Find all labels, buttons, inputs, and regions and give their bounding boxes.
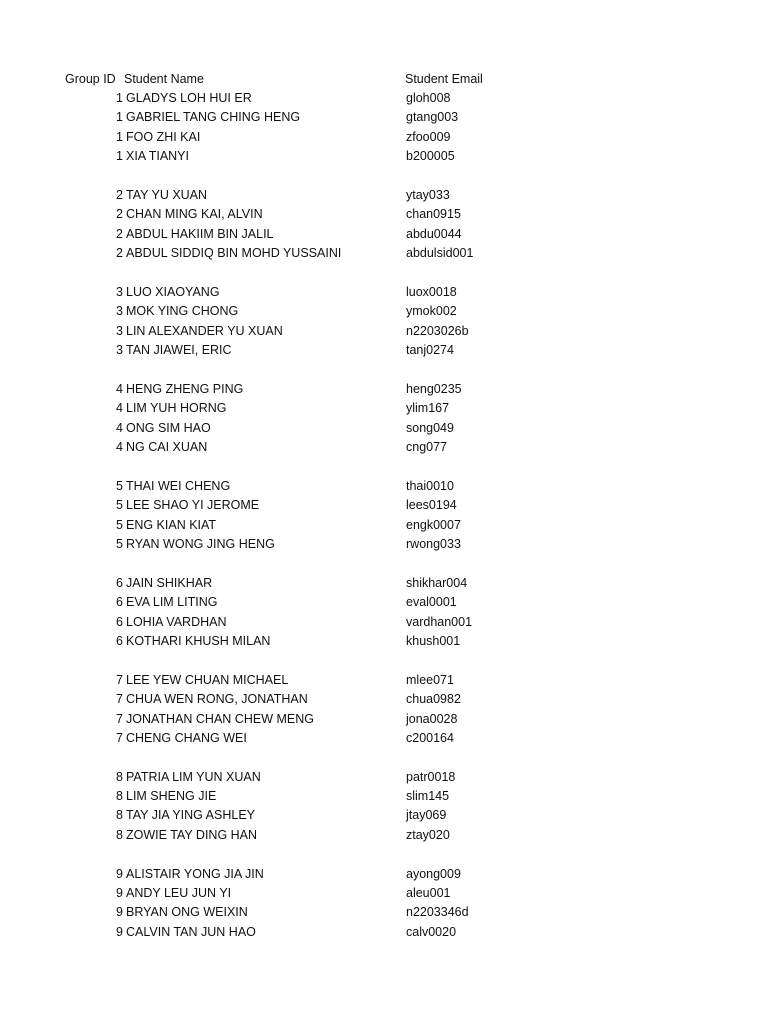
- group-id-cell: 6: [116, 595, 123, 610]
- table-row: [0, 516, 768, 535]
- group-id-cell: 6: [116, 633, 123, 648]
- student-name-cell: LUO XIAOYANG: [126, 284, 220, 299]
- student-name-cell: ABDUL SIDDIQ BIN MOHD YUSSAINI: [126, 246, 342, 261]
- student-group: [0, 865, 768, 943]
- student-email-cell: ymok002: [406, 304, 457, 319]
- student-email-cell: jona0028: [406, 711, 458, 726]
- table-row: [0, 186, 768, 205]
- table-row: [0, 244, 768, 263]
- table-row: [0, 322, 768, 341]
- table-row: [0, 128, 768, 147]
- table-row: [0, 225, 768, 244]
- table-row: [0, 923, 768, 942]
- student-email-cell: gloh008: [406, 91, 451, 105]
- group-id-cell: 5: [116, 536, 123, 551]
- student-group: [0, 477, 768, 555]
- student-name-cell: EVA LIM LITING: [126, 595, 218, 610]
- group-id-cell: 9: [116, 924, 123, 939]
- student-email-cell: chua0982: [406, 692, 461, 707]
- student-name-cell: ALISTAIR YONG JIA JIN: [126, 866, 264, 881]
- student-email-cell: khush001: [406, 633, 461, 648]
- group-id-cell: 8: [116, 789, 123, 804]
- student-name-cell: TAN JIAWEI, ERIC: [126, 343, 232, 358]
- student-name-cell: CHUA WEN RONG, JONATHAN: [126, 692, 308, 707]
- table-row: [0, 903, 768, 922]
- group-id-cell: 7: [116, 692, 123, 707]
- table-row: [0, 574, 768, 593]
- student-email-cell: mlee071: [406, 672, 454, 687]
- table-row: [0, 632, 768, 651]
- group-id-cell: 3: [116, 284, 123, 299]
- student-name-cell: ANDY LEU JUN YI: [126, 886, 232, 901]
- student-name-cell: ONG SIM HAO: [126, 420, 211, 435]
- table-row: [0, 729, 768, 748]
- student-email-cell: engk0007: [406, 517, 461, 532]
- table-row: [0, 710, 768, 729]
- student-email-cell: c200164: [406, 730, 454, 745]
- group-id-cell: 2: [116, 207, 123, 222]
- student-email-cell: chan0915: [406, 207, 461, 222]
- group-id-cell: 7: [116, 711, 123, 726]
- student-email-cell: n2203026b: [406, 323, 469, 338]
- student-email-cell: thai0010: [406, 478, 454, 493]
- group-id-cell: 8: [116, 808, 123, 823]
- header-group-id: Group ID: [65, 72, 116, 86]
- group-id-cell: 9: [116, 886, 123, 901]
- student-email-cell: song049: [406, 420, 454, 435]
- student-name-cell: GABRIEL TANG CHING HENG: [126, 110, 301, 125]
- student-name-cell: TAY JIA YING ASHLEY: [126, 808, 255, 823]
- student-email-cell: vardhan001: [406, 614, 473, 629]
- table-row: [0, 108, 768, 127]
- student-group: [0, 768, 768, 846]
- student-email-cell: abdu0044: [406, 226, 462, 241]
- student-email-cell: calv0020: [406, 924, 457, 939]
- student-email-cell: tanj0274: [406, 343, 454, 358]
- student-group: [0, 671, 768, 749]
- student-name-cell: ABDUL HAKIIM BIN JALIL: [126, 226, 274, 241]
- student-email-cell: luox0018: [406, 284, 457, 299]
- group-id-cell: 1: [116, 129, 123, 144]
- group-id-cell: 4: [116, 381, 123, 396]
- table-row: [0, 806, 768, 825]
- student-name-cell: KOTHARI KHUSH MILAN: [126, 633, 271, 648]
- student-name-cell: CHENG CHANG WEI: [126, 730, 247, 745]
- table-row: [0, 341, 768, 360]
- table-row: [0, 826, 768, 845]
- student-email-cell: lees0194: [406, 498, 457, 513]
- group-id-cell: 7: [116, 672, 123, 687]
- table-row: [0, 438, 768, 457]
- student-email-cell: ytay033: [406, 187, 450, 202]
- student-email-cell: ylim167: [406, 401, 450, 416]
- student-name-cell: LEE SHAO YI JEROME: [126, 498, 260, 513]
- table-row: [0, 89, 768, 108]
- student-name-cell: CHAN MING KAI, ALVIN: [126, 207, 263, 222]
- student-email-cell: abdulsid001: [406, 246, 474, 261]
- group-id-cell: 1: [116, 110, 123, 125]
- table-row: [0, 205, 768, 224]
- group-id-cell: 3: [116, 343, 123, 358]
- group-id-cell: 9: [116, 905, 123, 920]
- student-name-cell: LIM SHENG JIE: [126, 789, 217, 804]
- group-id-cell: 2: [116, 226, 123, 241]
- header-student-name: Student Name: [124, 72, 204, 86]
- group-id-cell: 8: [116, 769, 123, 784]
- student-email-cell: zfoo009: [406, 129, 451, 144]
- student-name-cell: ZOWIE TAY DING HAN: [126, 827, 258, 842]
- table-row: [0, 477, 768, 496]
- table-row: [0, 419, 768, 438]
- student-email-cell: ayong009: [406, 866, 461, 881]
- student-email-cell: ztay020: [406, 827, 450, 842]
- table-row: [0, 399, 768, 418]
- group-id-cell: 5: [116, 478, 123, 493]
- student-name-cell: CALVIN TAN JUN HAO: [126, 924, 256, 939]
- group-id-cell: 2: [116, 246, 123, 261]
- student-name-cell: HENG ZHENG PING: [126, 381, 244, 396]
- student-email-cell: heng0235: [406, 381, 462, 396]
- student-name-cell: ENG KIAN KIAT: [126, 517, 217, 532]
- group-id-cell: 9: [116, 866, 123, 881]
- table-row: [0, 884, 768, 903]
- student-group: [0, 186, 768, 264]
- student-email-cell: aleu001: [406, 886, 451, 901]
- table-row: [0, 787, 768, 806]
- student-name-cell: JONATHAN CHAN CHEW MENG: [126, 711, 314, 726]
- student-name-cell: TAY YU XUAN: [126, 187, 208, 202]
- student-email-cell: slim145: [406, 789, 450, 804]
- student-group: [0, 89, 768, 167]
- header-student-email: Student Email: [405, 72, 483, 86]
- student-list: [0, 89, 768, 942]
- student-name-cell: RYAN WONG JING HENG: [126, 536, 275, 551]
- column-header-row: [0, 70, 768, 89]
- table-row: [0, 671, 768, 690]
- student-email-cell: patr0018: [406, 769, 456, 784]
- student-name-cell: THAI WEI CHENG: [126, 478, 231, 493]
- table-row: [0, 302, 768, 321]
- group-id-cell: 2: [116, 187, 123, 202]
- student-name-cell: LIN ALEXANDER YU XUAN: [126, 323, 283, 338]
- student-email-cell: eval0001: [406, 595, 457, 610]
- group-id-cell: 7: [116, 730, 123, 745]
- group-id-cell: 5: [116, 517, 123, 532]
- table-row: [0, 865, 768, 884]
- group-id-cell: 1: [116, 91, 123, 105]
- table-row: [0, 283, 768, 302]
- table-row: [0, 496, 768, 515]
- student-name-cell: BRYAN ONG WEIXIN: [126, 905, 248, 920]
- student-group: [0, 283, 768, 361]
- group-id-cell: 1: [116, 149, 123, 164]
- student-email-cell: shikhar004: [406, 575, 468, 590]
- student-group: [0, 380, 768, 458]
- student-name-cell: XIA TIANYI: [126, 149, 189, 164]
- group-id-cell: 4: [116, 440, 123, 455]
- student-name-cell: LIM YUH HORNG: [126, 401, 227, 416]
- student-email-cell: gtang003: [406, 110, 459, 125]
- group-id-cell: 3: [116, 304, 123, 319]
- student-name-cell: GLADYS LOH HUI ER: [126, 91, 252, 105]
- student-name-cell: JAIN SHIKHAR: [126, 575, 213, 590]
- student-name-cell: LEE YEW CHUAN MICHAEL: [126, 672, 289, 687]
- table-row: [0, 380, 768, 399]
- student-group: [0, 574, 768, 652]
- student-email-cell: b200005: [406, 149, 455, 164]
- student-email-cell: cng077: [406, 440, 448, 455]
- student-name-cell: PATRIA LIM YUN XUAN: [126, 769, 261, 784]
- table-row: [0, 593, 768, 612]
- table-row: [0, 768, 768, 787]
- student-email-cell: jtay069: [406, 808, 447, 823]
- group-id-cell: 4: [116, 420, 123, 435]
- student-name-cell: FOO ZHI KAI: [126, 129, 201, 144]
- table-row: [0, 147, 768, 166]
- student-email-cell: n2203346d: [406, 905, 469, 920]
- group-id-cell: 4: [116, 401, 123, 416]
- group-id-cell: 3: [116, 323, 123, 338]
- group-id-cell: 6: [116, 614, 123, 629]
- group-id-cell: 5: [116, 498, 123, 513]
- table-row: [0, 613, 768, 632]
- student-name-cell: LOHIA VARDHAN: [126, 614, 227, 629]
- group-id-cell: 6: [116, 575, 123, 590]
- group-id-cell: 8: [116, 827, 123, 842]
- table-row: [0, 535, 768, 554]
- student-name-cell: MOK YING CHONG: [126, 304, 239, 319]
- table-row: [0, 690, 768, 709]
- student-email-cell: rwong033: [406, 536, 461, 551]
- student-name-cell: NG CAI XUAN: [126, 440, 208, 455]
